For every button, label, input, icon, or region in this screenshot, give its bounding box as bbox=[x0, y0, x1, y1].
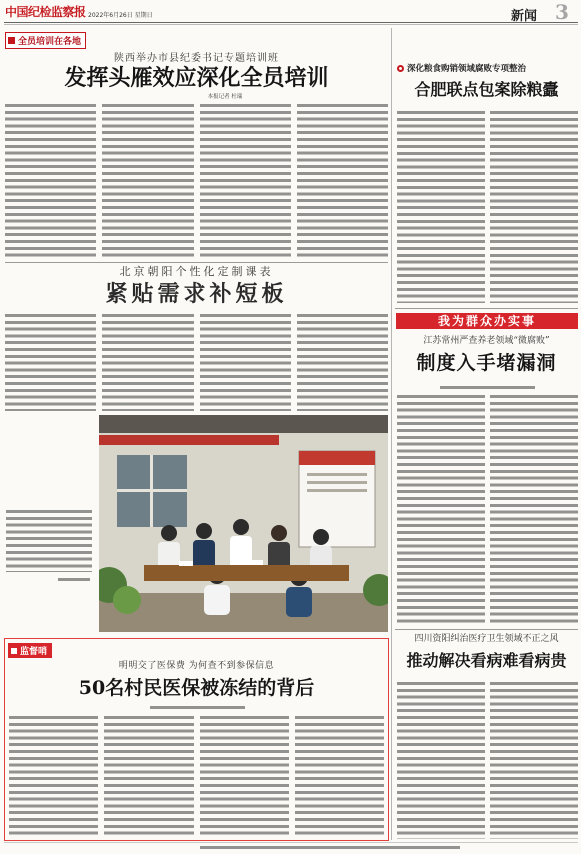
photo-caption bbox=[6, 510, 92, 572]
body-text-column bbox=[490, 395, 578, 624]
article-headline: 发挥头雁效应深化全员培训 bbox=[64, 65, 329, 91]
article-body bbox=[397, 682, 578, 839]
photo-paper bbox=[179, 561, 193, 566]
photo-person-head bbox=[196, 523, 212, 539]
photo-person-body bbox=[204, 585, 230, 615]
news-photo bbox=[99, 415, 388, 632]
article-divider bbox=[5, 262, 388, 263]
article-byline bbox=[440, 386, 535, 389]
photo-person-head bbox=[313, 529, 329, 545]
photo-display-board bbox=[299, 451, 375, 547]
body-text-column bbox=[102, 314, 193, 411]
photo-roof bbox=[99, 415, 388, 433]
article-headline: 制度入手堵漏洞 bbox=[416, 352, 557, 374]
watchdog-tag-label: 监督哨 bbox=[20, 647, 48, 657]
body-text-column bbox=[200, 314, 291, 411]
photo-table bbox=[144, 565, 349, 581]
service-banner: 我为群众办实事 bbox=[396, 313, 578, 329]
article-subtitle: 四川资阳纠治医疗卫生领域不正之风 bbox=[414, 634, 559, 644]
body-text-column bbox=[5, 314, 96, 411]
masthead-rule bbox=[4, 22, 578, 23]
photo-person-head bbox=[233, 519, 249, 535]
body-text-column bbox=[297, 314, 388, 411]
body-text-column bbox=[9, 716, 98, 836]
article-divider bbox=[395, 629, 578, 630]
section-tag-label: 全员培训在各地 bbox=[18, 37, 82, 47]
photo-board-header bbox=[299, 451, 375, 465]
photo-banner bbox=[99, 435, 279, 445]
circle-icon bbox=[397, 65, 404, 72]
masthead-rule-thin bbox=[4, 24, 578, 25]
body-text-column bbox=[397, 111, 485, 303]
article-body bbox=[5, 314, 388, 411]
body-text-column bbox=[104, 716, 193, 836]
body-text-column bbox=[200, 716, 289, 836]
photo-board-line bbox=[307, 489, 367, 492]
article-headline: 推动解决看病难看病贵 bbox=[406, 651, 567, 670]
photo-board-line bbox=[307, 481, 367, 484]
photo-window-frame bbox=[117, 489, 187, 492]
square-icon bbox=[11, 648, 17, 654]
caption-text-lines bbox=[6, 510, 92, 572]
article-body bbox=[5, 104, 388, 260]
footer-rule bbox=[4, 842, 578, 843]
page-number: 3 bbox=[555, 0, 569, 24]
issue-date: 2022年6月26日 星期日 bbox=[88, 12, 153, 19]
body-text-column bbox=[102, 104, 193, 260]
photo-credit bbox=[58, 578, 90, 581]
topic-tag bbox=[397, 62, 526, 74]
body-text-column bbox=[5, 104, 96, 260]
section-name: 新闻 bbox=[511, 9, 538, 24]
photo-person-body bbox=[286, 587, 312, 617]
photo-board-line bbox=[307, 473, 367, 476]
photo-plant bbox=[113, 586, 141, 614]
article-subtitle: 明明交了医保费 为何查不到参保信息 bbox=[118, 661, 275, 671]
article-subtitle: 北京朝阳个性化定制课表 bbox=[119, 265, 274, 278]
article-headline: 合肥联点包案除粮蠹 bbox=[414, 80, 559, 99]
body-text-column bbox=[397, 682, 485, 839]
article-body bbox=[397, 395, 578, 624]
article-headline: 紧贴需求补短板 bbox=[105, 281, 288, 307]
column-divider bbox=[391, 28, 392, 840]
body-text-column bbox=[295, 716, 384, 836]
article-body bbox=[9, 716, 384, 836]
article-byline bbox=[150, 706, 245, 709]
square-icon bbox=[8, 37, 15, 44]
section-tag bbox=[5, 32, 86, 49]
photo-ground bbox=[99, 593, 388, 632]
article-subtitle: 江苏常州严查养老领域“微腐败” bbox=[423, 336, 550, 346]
body-text-column bbox=[490, 111, 578, 303]
article-subtitle: 陕西举办市县纪委书记专题培训班 bbox=[114, 53, 279, 64]
photo-person-head bbox=[271, 525, 287, 541]
footer-credits bbox=[200, 846, 460, 849]
body-text-column bbox=[200, 104, 291, 260]
photo-person-body bbox=[230, 536, 252, 570]
article-headline: 50名村民医保被冻结的背后 bbox=[78, 677, 315, 699]
article-byline: 本报记者 杜瑞 bbox=[207, 94, 243, 100]
watchdog-tag bbox=[8, 643, 52, 658]
body-text-column bbox=[490, 682, 578, 839]
photo-person-head bbox=[161, 525, 177, 541]
photo-paper bbox=[249, 560, 263, 565]
article-divider bbox=[395, 308, 578, 309]
body-text-column bbox=[297, 104, 388, 260]
topic-tag-label: 深化粮食购销领域腐败专项整治 bbox=[407, 64, 527, 74]
body-text-column bbox=[397, 395, 485, 624]
article-body bbox=[397, 111, 578, 303]
masthead-logo: 中国纪检监察报 bbox=[5, 5, 86, 19]
